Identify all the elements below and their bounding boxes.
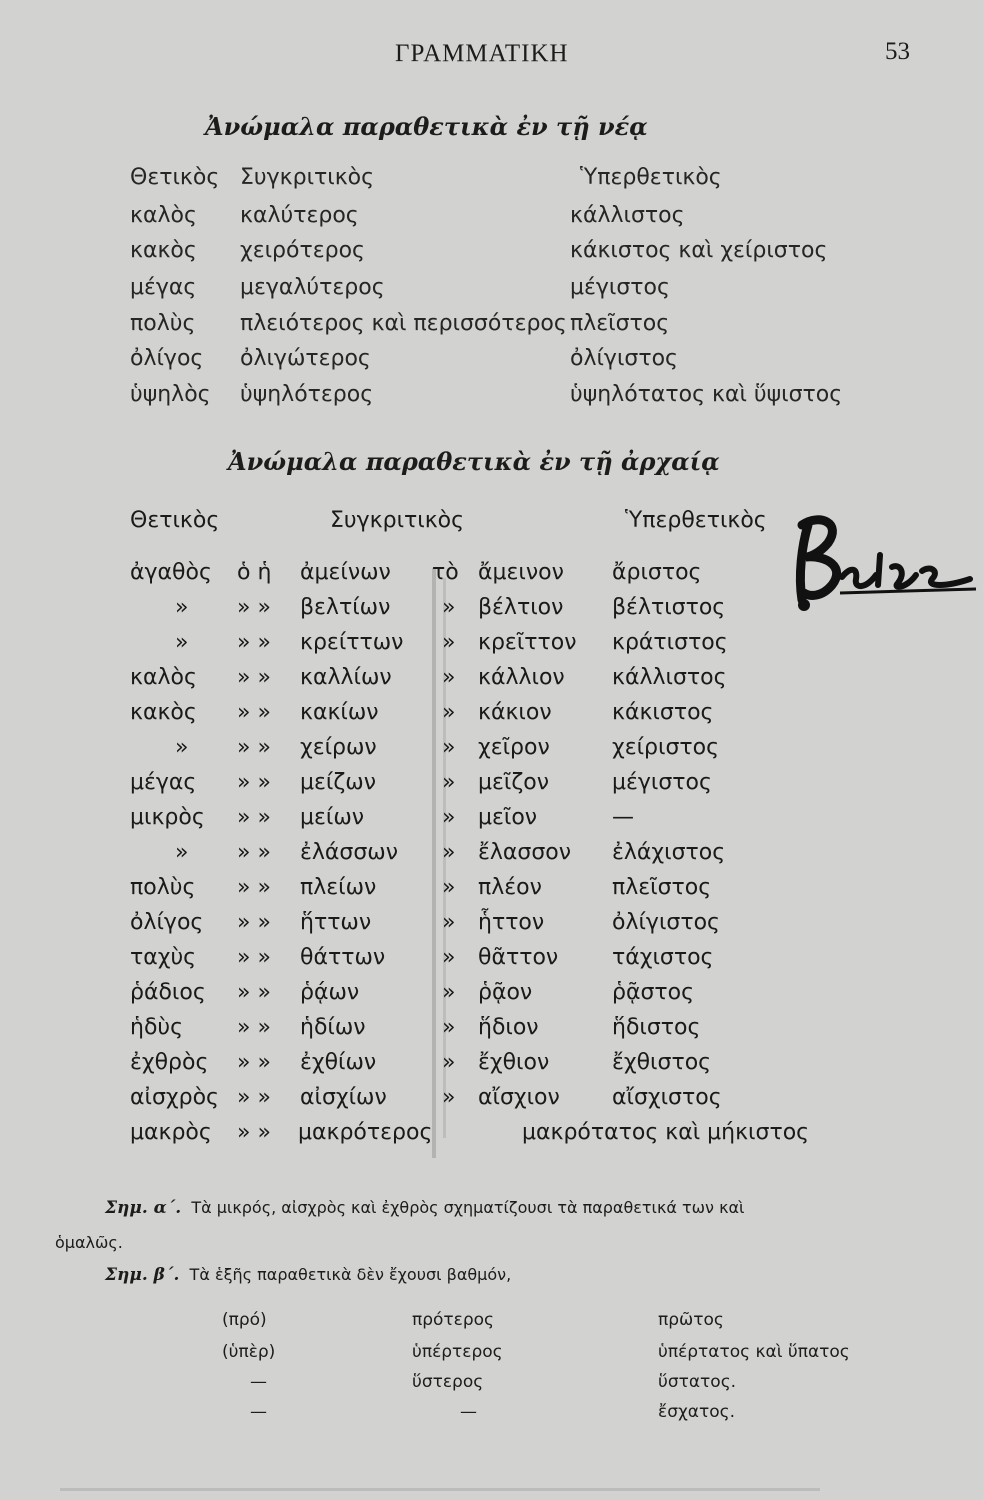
section-2-cell: » »: [237, 1050, 271, 1075]
section-2-cell: »: [442, 1085, 456, 1110]
section-2-cell: ῥᾴων: [300, 980, 360, 1005]
degreeless-cell: πρῶτος: [658, 1310, 724, 1330]
section-2-cell: ἐλάχιστος: [612, 840, 726, 865]
section-2-cell: ἔχθιστος: [612, 1050, 712, 1075]
section-2-cell: βελτίων: [300, 595, 391, 620]
section-1-cell: κάλλιστος: [570, 203, 685, 228]
section-1-cell: ὑψηλὸς: [130, 382, 211, 407]
section-2-cell: »: [442, 805, 456, 830]
section-2-cell: »: [442, 735, 456, 760]
section-2-cell: »: [442, 700, 456, 725]
section-2-cell: » »: [237, 700, 271, 725]
degreeless-cell: (πρό): [222, 1310, 267, 1330]
section-2-cell: ἀγαθὸς: [130, 560, 212, 585]
section-1-cell: ὀλίγιστος: [570, 346, 678, 371]
section-2-cell: ῥᾷον: [478, 980, 533, 1005]
section-2-cell: ἄμεινον: [478, 560, 564, 585]
section-2-cell: » »: [237, 840, 271, 865]
section-2-cell: κακίων: [300, 700, 379, 725]
section-2-cell: »: [442, 665, 456, 690]
section-2-cell: ἐχθίων: [300, 1050, 377, 1075]
section-2-cell: » »: [237, 665, 271, 690]
section-2-cell: »: [442, 770, 456, 795]
section-2-cell: ἥδιστος: [612, 1015, 701, 1040]
section-1-cell: καλὸς: [130, 203, 197, 228]
section-1-cell: ὑψηλότατος καὶ ὕψιστος: [570, 382, 843, 407]
section-1-heading: Ἀνώμαλα παραθετικὰ ἐν τῇ νέᾳ: [205, 112, 648, 141]
section-2-cell: »: [442, 595, 456, 620]
section-1-cell: μέγιστος: [570, 275, 670, 300]
section-2-cell: ῥᾷστος: [612, 980, 695, 1005]
section-2-cell: κρεῖττον: [478, 630, 577, 655]
note-b-text: Τὰ ἑξῆς παραθετικὰ δὲν ἔχουσι βαθμόν,: [189, 1265, 512, 1284]
section-2-cell: πολὺς: [130, 875, 196, 900]
section-2-cell: ἡδὺς: [130, 1015, 184, 1040]
section-2-cell: »: [175, 595, 189, 620]
section-2-cell: ὁ ἡ: [237, 560, 272, 585]
section-1-cell: κάκιστος καὶ χείριστος: [570, 238, 828, 263]
note-a-text: Τὰ μικρός, αἰσχρὸς καὶ ἐχθρὸς σχηματίζουσι τὰ παραθετικά των καὶ: [191, 1198, 745, 1217]
section-2-cell: κρείττων: [300, 630, 404, 655]
section-1-column-header: Θετικὸς: [130, 165, 220, 190]
pencil-mark-vertical-left: [432, 568, 436, 1158]
section-2-cell: ἐλάσσων: [300, 840, 399, 865]
note-a-label: Σημ. α΄.: [105, 1198, 182, 1218]
note-b: [105, 1265, 511, 1285]
section-2-cell: πλέον: [478, 875, 542, 900]
degreeless-cell: ἔσχατος.: [658, 1402, 736, 1422]
section-2-cell: »: [442, 875, 456, 900]
section-1-cell: καλύτερος: [240, 203, 359, 228]
section-2-cell: θάττων: [300, 945, 386, 970]
section-2-cell: κάλλιον: [478, 665, 565, 690]
section-2-cell: » »: [237, 980, 271, 1005]
section-2-cell: »: [442, 910, 456, 935]
section-2-cell: ἐχθρὸς: [130, 1050, 209, 1075]
degreeless-cell: πρότερος: [412, 1310, 495, 1330]
section-2-cell: » »: [237, 735, 271, 760]
section-2-cell: κάκιστος: [612, 700, 714, 725]
section-2-cell: ἧττον: [478, 910, 545, 935]
running-title: ΓΡΑΜΜΑΤΙΚΗ: [395, 40, 569, 67]
section-2-cell: αἴσχιον: [478, 1085, 560, 1110]
section-2-cell: πλεῖστος: [612, 875, 712, 900]
section-2-cell: κάλλιστος: [612, 665, 727, 690]
section-2-cell: μεῖζον: [478, 770, 550, 795]
section-2-cell: » »: [237, 595, 271, 620]
section-1-cell: μέγας: [130, 275, 197, 300]
section-2-cell: ταχὺς: [130, 945, 197, 970]
section-1-column-header: Ὑπερθετικὸς: [580, 165, 722, 190]
degreeless-cell: ὕστατος.: [658, 1372, 737, 1392]
section-2-cell: —: [612, 805, 634, 830]
section-2-cell: » »: [237, 805, 271, 830]
section-2-cell: » »: [237, 910, 271, 935]
section-2-cell: μείων: [300, 805, 365, 830]
section-2-cell: ἥδιον: [478, 1015, 539, 1040]
section-2-cell: ἄριστος: [612, 560, 702, 585]
section-1-cell: κακὸς: [130, 238, 197, 263]
degreeless-cell: —: [250, 1402, 267, 1422]
section-2-cell: κράτιστος: [612, 630, 728, 655]
section-2-cell: ἔλασσον: [478, 840, 572, 865]
section-2-cell: μείζων: [300, 770, 377, 795]
section-2-cell: ἀμείνων: [300, 560, 391, 585]
handwriting-icon: [780, 505, 980, 615]
section-2-cell: καλὸς: [130, 665, 197, 690]
section-2-cell: βέλτιστος: [612, 595, 726, 620]
section-2-cell: τὸ: [432, 560, 459, 585]
section-2-cell: μέγιστος: [612, 770, 712, 795]
section-2-cell: χείρων: [300, 735, 377, 760]
section-2-cell: αἴσχιστος: [612, 1085, 722, 1110]
section-1-cell: πλειότερος καὶ περισσότερος: [240, 311, 567, 336]
section-1-cell: πλεῖστος: [570, 311, 670, 336]
section-2-cell: μικρὸς: [130, 805, 205, 830]
section-2-last-cell: » »: [237, 1120, 271, 1145]
pencil-mark-bottom: [60, 1488, 820, 1491]
section-2-cell: μέγας: [130, 770, 197, 795]
section-2-cell: κακὸς: [130, 700, 197, 725]
section-2-last-cell: μακρὸς: [130, 1120, 212, 1145]
section-2-cell: αἰσχίων: [300, 1085, 387, 1110]
section-2-cell: ἥττων: [300, 910, 372, 935]
degreeless-cell: (ὑπὲρ): [222, 1342, 276, 1362]
section-2-cell: ὀλίγιστος: [612, 910, 720, 935]
page-number: 53: [885, 38, 910, 65]
section-2-cell: ἡδίων: [300, 1015, 366, 1040]
section-2-column-header: Ὑπερθετικὸς: [625, 508, 767, 533]
degreeless-cell: ὑπέρτατος καὶ ὕπατος: [658, 1342, 850, 1362]
section-2-cell: βέλτιον: [478, 595, 564, 620]
section-1-cell: πολὺς: [130, 311, 196, 336]
section-2-cell: αἰσχρὸς: [130, 1085, 219, 1110]
section-1-cell: μεγαλύτερος: [240, 275, 385, 300]
section-2-cell: » »: [237, 1015, 271, 1040]
section-2-cell: » »: [237, 770, 271, 795]
section-2-last-cell: μακρότατος καὶ μήκιστος: [522, 1120, 810, 1145]
section-2-cell: »: [442, 630, 456, 655]
section-2-cell: κάκιον: [478, 700, 552, 725]
section-2-cell: » »: [237, 875, 271, 900]
section-1-cell: ὀλίγος: [130, 346, 204, 371]
degreeless-cell: ὕστερος: [412, 1372, 484, 1392]
section-1-cell: ὑψηλότερος: [240, 382, 374, 407]
section-2-cell: χείριστος: [612, 735, 720, 760]
note-a: [105, 1198, 744, 1218]
section-2-cell: »: [442, 945, 456, 970]
section-2-cell: ἔχθιον: [478, 1050, 550, 1075]
section-2-cell: ῥάδιος: [130, 980, 206, 1005]
section-1-cell: χειρότερος: [240, 238, 365, 263]
section-2-cell: »: [442, 840, 456, 865]
degreeless-cell: —: [460, 1402, 477, 1422]
note-b-label: Σημ. β΄.: [105, 1265, 180, 1285]
section-2-cell: »: [175, 840, 189, 865]
handwritten-annotation: [780, 505, 980, 619]
section-2-last-cell: μακρότερος: [298, 1120, 433, 1145]
section-2-column-header: Θετικὸς: [130, 508, 220, 533]
section-2-cell: »: [175, 735, 189, 760]
section-2-cell: »: [442, 1050, 456, 1075]
section-2-cell: καλλίων: [300, 665, 392, 690]
degreeless-cell: ὑπέρτερος: [412, 1342, 503, 1362]
section-2-cell: » »: [237, 1085, 271, 1110]
section-2-cell: »: [442, 980, 456, 1005]
section-2-cell: »: [442, 1015, 456, 1040]
section-2-column-header: Συγκριτικὸς: [330, 508, 465, 533]
section-2-heading: Ἀνώμαλα παραθετικὰ ἐν τῇ ἀρχαίᾳ: [228, 447, 720, 476]
section-1-cell: ὀλιγώτερος: [240, 346, 371, 371]
section-2-cell: θᾶττον: [478, 945, 559, 970]
section-2-cell: πλείων: [300, 875, 377, 900]
section-2-cell: » »: [237, 945, 271, 970]
section-2-cell: μεῖον: [478, 805, 538, 830]
degreeless-cell: —: [250, 1372, 267, 1392]
section-2-cell: χεῖρον: [478, 735, 550, 760]
section-2-cell: τάχιστος: [612, 945, 714, 970]
note-a-continuation: ὁμαλῶς.: [55, 1233, 123, 1252]
section-1-column-header: Συγκριτικὸς: [240, 165, 375, 190]
section-2-cell: ὀλίγος: [130, 910, 204, 935]
section-2-cell: » »: [237, 630, 271, 655]
section-2-cell: »: [175, 630, 189, 655]
